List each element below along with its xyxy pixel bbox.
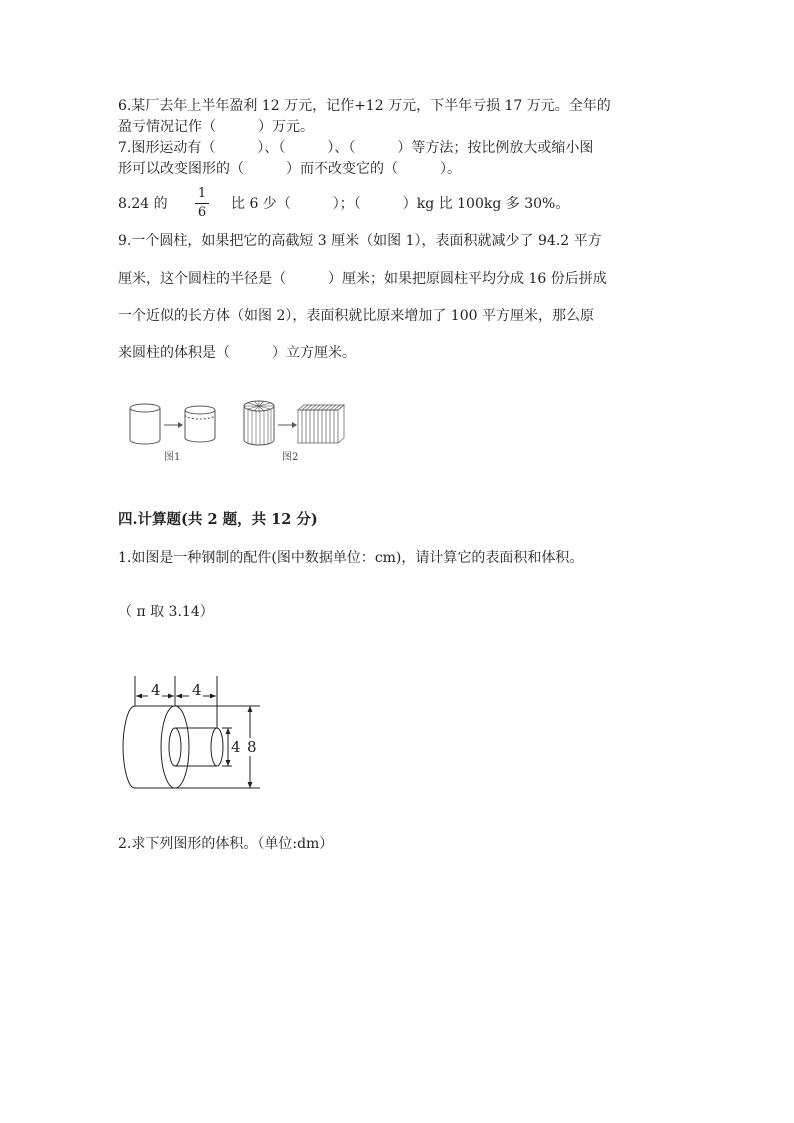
figure-2-cylinder-to-cuboid xyxy=(242,398,352,464)
dim-outer: 8 xyxy=(247,738,257,756)
dim-inner: 4 xyxy=(231,738,241,756)
s4-q2: 2.求下列图形的体积。（单位:dm） xyxy=(118,836,334,852)
q9-line4: 来圆柱的体积是（ ）立方厘米。 xyxy=(118,345,356,361)
q8-prefix: 8.24 的 xyxy=(118,196,168,212)
section-4-heading: 四.计算题(共 2 题，共 12 分) xyxy=(118,511,318,528)
fraction-numerator: 1 xyxy=(197,186,207,201)
figure-2-label: 图2 xyxy=(282,452,299,463)
q7-line2: 形可以改变图形的（ ）而不改变它的（ ）。 xyxy=(118,161,461,177)
q9-line1: 9.一个圆柱，如果把它的高截短 3 厘米（如图 1），表面积就减少了 94.2 平方 xyxy=(118,233,602,249)
q6-line2: 盈亏情况记作（ ）万元。 xyxy=(118,119,314,135)
fraction-bar xyxy=(195,203,209,204)
q8-fraction xyxy=(195,186,209,221)
s4-q1-line2: （ π 取 3.14） xyxy=(118,604,214,620)
q7-line1: 7.图形运动有（ ）、（ ）、（ ）等方法；按比例放大或缩小图 xyxy=(118,140,594,156)
s4-q1-line1: 1.如图是一种钢制的配件(图中数据单位：cm)，请计算它的表面积和体积。 xyxy=(118,550,584,566)
fraction-denominator: 6 xyxy=(197,205,207,220)
figure-1-cylinder-cut xyxy=(128,398,228,464)
q6-line1: 6.某厂去年上半年盈利 12 万元，记作+12 万元，下半年亏损 17 万元。全年的 xyxy=(118,98,611,114)
q9-line3: 一个近似的长方体（如图 2），表面积就比原来增加了 100 平方厘米，那么原 xyxy=(118,308,594,324)
dim-right: 4 xyxy=(192,681,202,699)
figure-1-label: 图1 xyxy=(164,452,181,463)
steel-part-figure xyxy=(118,676,278,792)
dim-left: 4 xyxy=(151,681,161,699)
q9-line2: 厘米，这个圆柱的半径是（ ）厘米；如果把原圆柱平均分成 16 份后拼成 xyxy=(118,271,607,287)
q8-suffix: 比 6 少（ ）；（ ）kg 比 100kg 多 30%。 xyxy=(231,196,570,212)
